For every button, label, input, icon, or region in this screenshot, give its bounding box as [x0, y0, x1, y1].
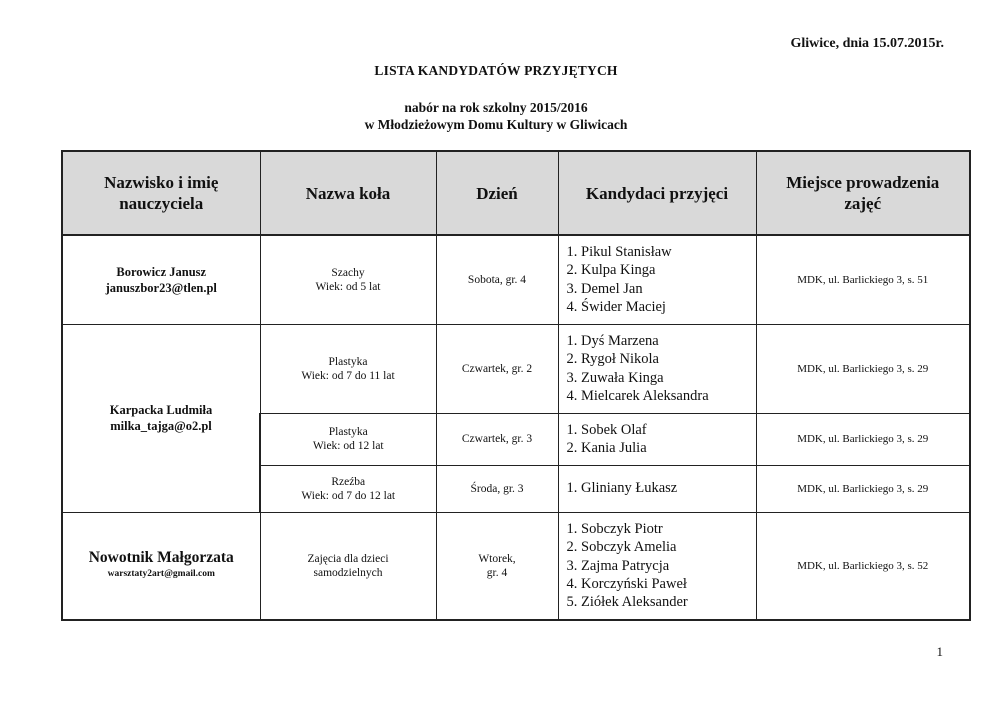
subtitle-line-1: nabór na rok szkolny 2015/2016 [404, 100, 588, 115]
club-cell [260, 465, 436, 512]
header-teacher-line-2: nauczyciela [119, 194, 204, 213]
club-name: Plastyka [328, 355, 368, 368]
day-line-1: Czwartek, gr. 2 [461, 362, 533, 375]
day-cell [436, 512, 558, 620]
candidate-item: 1. Sobczyk Piotr [566, 520, 663, 537]
candidate-item: 2. Sobczyk Amelia [566, 539, 677, 556]
day-line-1: Środa, gr. 3 [470, 482, 524, 495]
page-number: 1 [936, 644, 943, 659]
teacher-name: Borowicz Janusz [116, 264, 207, 279]
club-age: samodzielnych [313, 566, 383, 579]
day-cell [436, 235, 558, 324]
day-cell [436, 413, 558, 465]
subtitle-line-2: w Młodzieżowym Domu Kultury w Gliwicach [364, 117, 628, 132]
candidates-table [61, 150, 971, 621]
day-cell [436, 465, 558, 512]
table-row [62, 324, 970, 413]
club-cell [260, 324, 436, 413]
day-line-1: Wtorek, [478, 552, 516, 565]
candidates-cell [558, 324, 756, 413]
candidate-item: 3. Demel Jan [566, 280, 643, 297]
table-header-row [62, 151, 970, 235]
club-cell [260, 512, 436, 620]
place-cell: MDK, ul. Barlickiego 3, s. 51 [756, 235, 970, 324]
candidate-item: 4. Świder Maciej [566, 299, 666, 316]
candidate-item: 3. Zuwała Kinga [566, 369, 664, 386]
header-candidates: Kandydaci przyjęci [558, 151, 756, 235]
document-title: LISTA KANDYDATÓW PRZYJĘTYCH [374, 63, 618, 78]
candidate-item: 2. Kulpa Kinga [566, 262, 656, 279]
club-age: Wiek: od 12 lat [312, 440, 384, 452]
candidates-cell [558, 413, 756, 465]
place-cell: MDK, ul. Barlickiego 3, s. 52 [756, 512, 970, 620]
teacher-cell [62, 235, 260, 324]
document-subtitle [0, 99, 992, 133]
club-name: Rzeźba [331, 475, 366, 488]
header-place-line-2: zajęć [844, 194, 882, 213]
day-line-1: Czwartek, gr. 3 [461, 433, 533, 445]
teacher-name: Nowotnik Małgorzata [88, 548, 234, 566]
header-teacher [62, 151, 260, 235]
club-name: Plastyka [328, 426, 368, 438]
header-place [756, 151, 970, 235]
teacher-email: januszbor23@tlen.pl [105, 280, 217, 295]
candidate-item: 3. Zajma Patrycja [566, 557, 670, 574]
candidate-item: 4. Korczyński Paweł [566, 575, 687, 592]
header-teacher-line-1: Nazwisko i imię [104, 173, 219, 192]
candidate-item: 2. Rygoł Nikola [566, 351, 659, 368]
table-row [62, 512, 970, 620]
day-line-1: Sobota, gr. 4 [467, 273, 527, 286]
candidate-item: 1. Pikul Stanisław [566, 243, 672, 260]
table-body [62, 235, 970, 620]
club-name: Zajęcia dla dzieci [307, 552, 389, 565]
teacher-email: warsztaty2art@gmail.com [107, 568, 215, 579]
candidate-item: 2. Kania Julia [566, 440, 647, 456]
candidates-cell [558, 465, 756, 512]
candidate-item: 1. Gliniany Łukasz [566, 480, 678, 497]
header-day: Dzień [436, 151, 558, 235]
header-club: Nazwa koła [260, 151, 436, 235]
candidate-item: 4. Mielcarek Aleksandra [566, 387, 709, 404]
candidate-item: 1. Sobek Olaf [566, 421, 647, 438]
club-cell [260, 235, 436, 324]
club-name: Szachy [331, 266, 365, 279]
club-cell [260, 413, 436, 465]
candidates-cell [558, 512, 756, 620]
table-row [62, 235, 970, 324]
place-cell: MDK, ul. Barlickiego 3, s. 29 [756, 413, 970, 465]
header-place-line-1: Miejsce prowadzenia [786, 173, 940, 192]
teacher-name: Karpacka Ludmiła [109, 403, 213, 417]
day-line-2: gr. 4 [486, 566, 508, 579]
teacher-email: milka_tajga@o2.pl [110, 419, 212, 433]
candidate-item: 1. Dyś Marzena [566, 332, 659, 349]
club-age: Wiek: od 7 do 12 lat [301, 489, 396, 502]
candidate-item: 5. Ziółek Aleksander [566, 594, 688, 611]
place-cell: MDK, ul. Barlickiego 3, s. 29 [756, 465, 970, 512]
club-age: Wiek: od 5 lat [315, 280, 381, 293]
document-date: Gliwice, dnia 15.07.2015r. [790, 36, 944, 51]
candidates-cell [558, 235, 756, 324]
teacher-cell [62, 512, 260, 620]
teacher-cell [62, 324, 260, 512]
club-age: Wiek: od 7 do 11 lat [301, 369, 395, 382]
day-cell [436, 324, 558, 413]
place-cell: MDK, ul. Barlickiego 3, s. 29 [756, 324, 970, 413]
